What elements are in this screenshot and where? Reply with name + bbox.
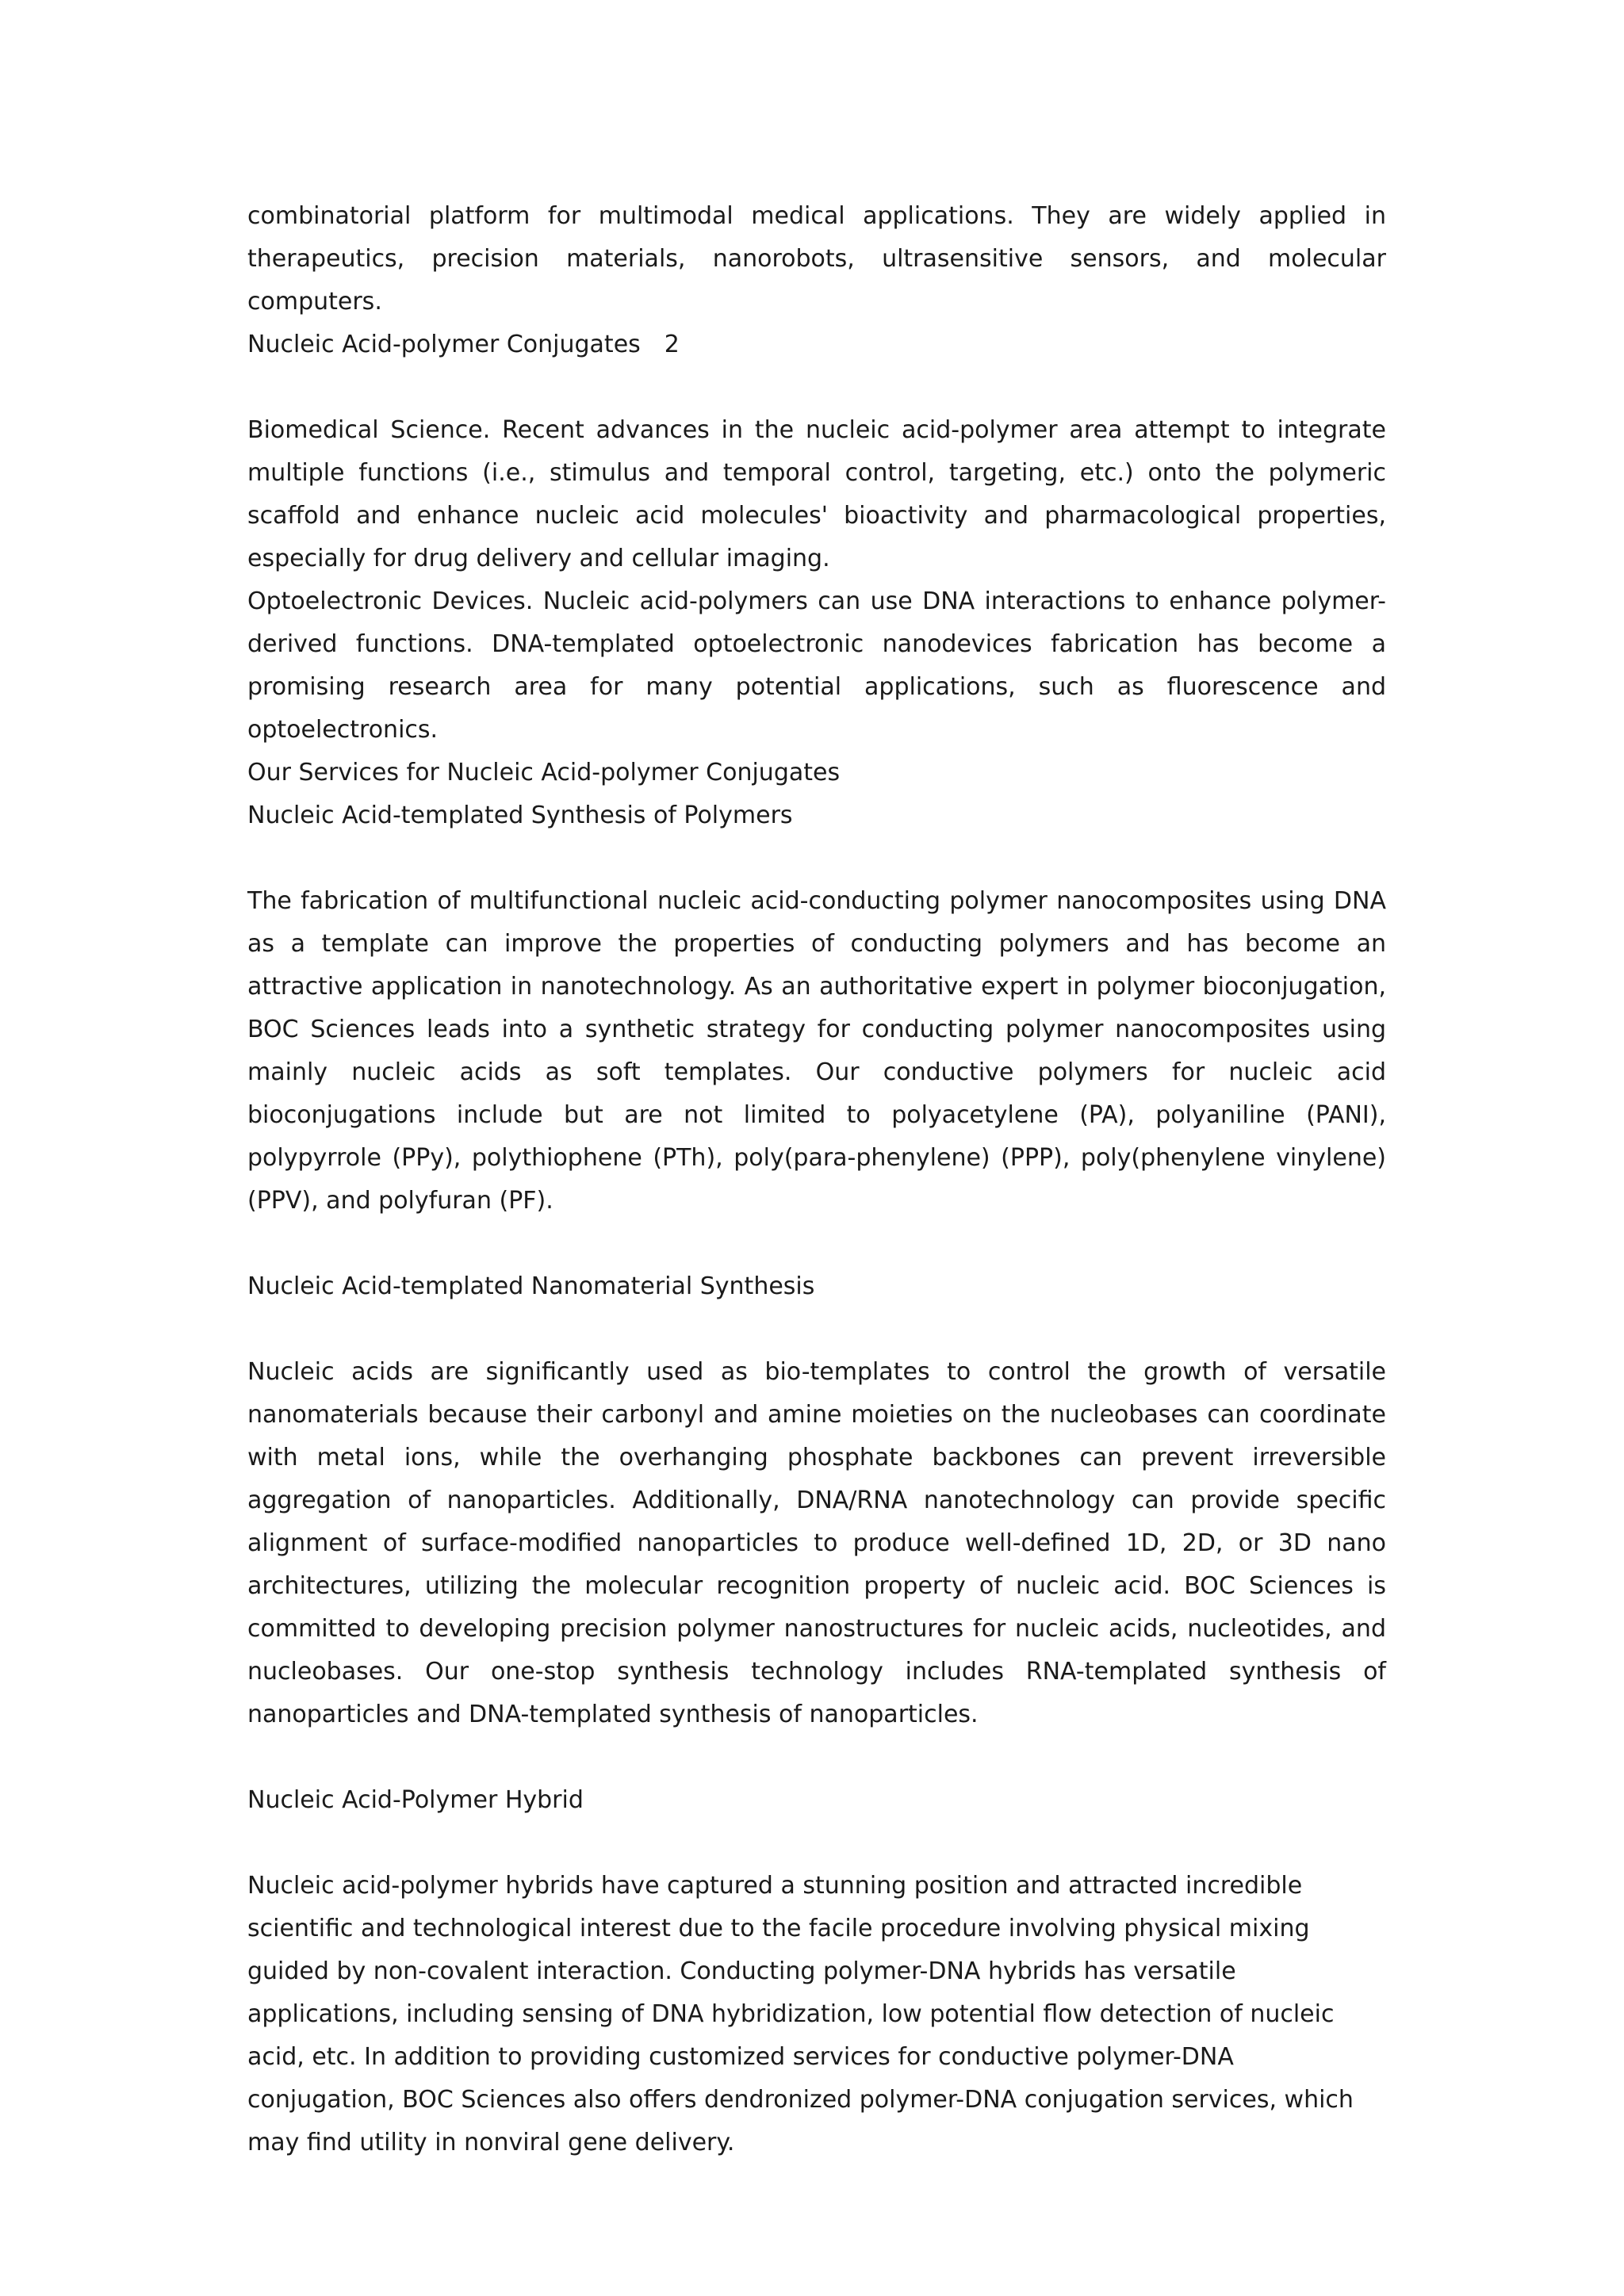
biomedical-science-paragraph: Biomedical Science. Recent advances in the nucleic acid-polymer area attempt to integrate multiple functions (i.e., stimulus and temporal control, targeting, etc.) onto the polymeric scaffold and enhance nucleic acid molecules' bioactivity and pharmacological properties, especially for drug delivery and cellular imaging.: [247, 416, 1386, 572]
spacer: [247, 366, 1386, 409]
section-heading-templated-synthesis: Nucleic Acid-templated Synthesis of Polymers: [247, 802, 793, 829]
spacer: [247, 1308, 1386, 1351]
spacer: [247, 1736, 1386, 1779]
page-number: 2: [664, 331, 680, 358]
optoelectronic-devices-paragraph: Optoelectronic Devices. Nucleic acid-polymers can use DNA interactions to enhance polymer-derived functions. DNA-templated optoelectronic nanodevices fabrication has become a promising research area for many potential applications, such as fluorescence and optoelectronics.: [247, 587, 1386, 744]
spacer: [247, 837, 1386, 880]
running-header: [247, 323, 1386, 366]
intro-continuation-paragraph: combinatorial platform for multimodal medical applications. They are widely applied in therapeutics, precision materials, nanorobots, ultrasensitive sensors, and molecular computers.: [247, 202, 1386, 316]
section-heading-polymer-hybrid: Nucleic Acid-Polymer Hybrid: [247, 1786, 584, 1814]
services-heading: Our Services for Nucleic Acid-polymer Conjugates: [247, 759, 841, 786]
section-body-polymer-hybrid: Nucleic acid-polymer hybrids have captured a stunning position and attracted incredible scientific and technological interest due to the facile procedure involving physical mixing guided by non-covalent interaction. Conducting polymer-DNA hybrids has versatile applications, including sensing of DNA hybridization, low potential flow detection of nucleic acid, etc. In addition to providing customized services for conductive polymer-DNA conjugation, BOC Sciences also offers dendronized polymer-DNA conjugation services, which may find utility in nonviral gene delivery.: [247, 1872, 1354, 2156]
section-body-templated-synthesis: The fabrication of multifunctional nucleic acid-conducting polymer nanocomposites using DNA as a template can improve the properties of conducting polymers and has become an attractive application in nanotechnology. As an authoritative expert in polymer bioconjugation, BOC Sciences leads into a synthetic strategy for conducting polymer nanocomposites using mainly nucleic acids as soft templates. Our conductive polymers for nucleic acid bioconjugations include but are not limited to polyacetylene (PA), polyaniline (PANI), polypyrrole (PPy), polythiophene (PTh), poly(para-phenylene) (PPP), poly(phenylene vinylene) (PPV), and polyfuran (PF).: [247, 887, 1386, 1215]
spacer: [247, 1822, 1386, 1865]
running-header-title: Nucleic Acid-polymer Conjugates: [247, 331, 641, 358]
document-page: [247, 195, 1386, 2164]
spacer: [247, 1223, 1386, 1265]
section-body-nanomaterial-synthesis: Nucleic acids are significantly used as bio-templates to control the growth of versatile nanomaterials because their carbonyl and amine moieties on the nucleobases can coordinate with metal ions, while the overhanging phosphate backbones can prevent irreversible aggregation of nanoparticles. Additionally, DNA/RNA nanotechnology can provide specific alignment of surface-modified nanoparticles to produce well-defined 1D, 2D, or 3D nano architectures, utilizing the molecular recognition property of nucleic acid. BOC Sciences is committed to developing precision polymer nanostructures for nucleic acids, nucleotides, and nucleobases. Our one-stop synthesis technology includes RNA-templated synthesis of nanoparticles and DNA-templated synthesis of nanoparticles.: [247, 1358, 1386, 1728]
section-heading-nanomaterial-synthesis: Nucleic Acid-templated Nanomaterial Synthesis: [247, 1272, 815, 1300]
